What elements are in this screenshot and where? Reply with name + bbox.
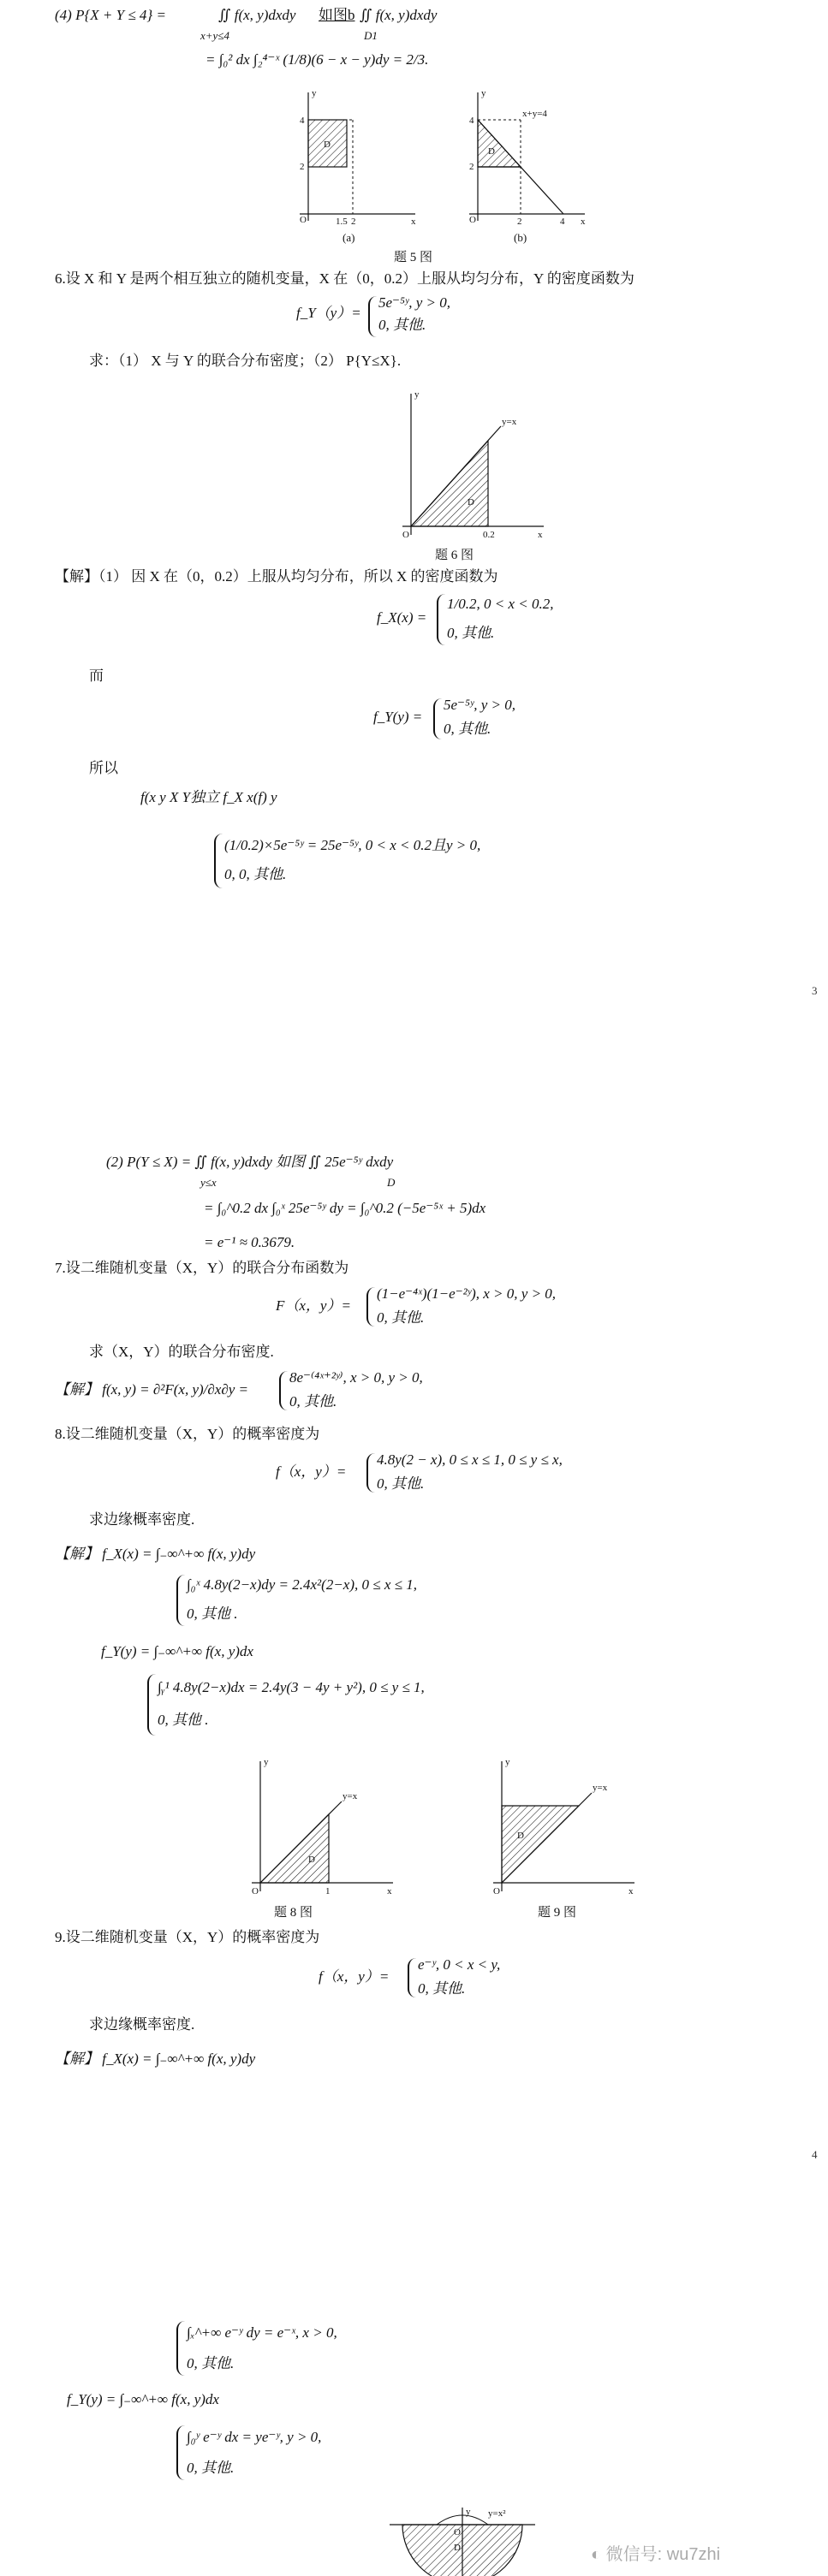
svg-text:x: x bbox=[628, 1886, 634, 1896]
page-number-3: 3 bbox=[812, 984, 818, 997]
p8-ask: 求边缘概率密度. bbox=[89, 1511, 195, 1528]
p6-fx-case2: 0, 其他. bbox=[447, 625, 495, 641]
p8-fx-case2: 0, 其他 . bbox=[187, 1606, 238, 1622]
p8-f-case1: 4.8y(2 − x), 0 ≤ x ≤ 1, 0 ≤ y ≤ x, bbox=[377, 1451, 563, 1468]
p9-f-case2: 0, 其他. bbox=[418, 1980, 466, 1997]
p9-question: 9.设二维随机变量（X，Y）的概率密度为 bbox=[55, 1929, 320, 1945]
p9-f-lhs: f（x，y）= bbox=[319, 1968, 390, 1985]
p6-fy-brace bbox=[368, 296, 377, 337]
p9-fy-case2: 0, 其他. bbox=[187, 2460, 235, 2476]
p6-part2-line2: = ∫₀^0.2 dx ∫₀ˣ 25e⁻⁵ʸ dy = ∫₀^0.2 (−5e⁻⁵ˣ + 5)dx bbox=[204, 1200, 486, 1216]
p8-fy-case2: 0, 其他 . bbox=[158, 1712, 209, 1728]
svg-text:2: 2 bbox=[517, 217, 522, 227]
watermark-text: 微信号: wu7zhi bbox=[605, 2545, 721, 2564]
p6-ask: 求：（1） X 与 Y 的联合分布密度；（2） P{Y≤X}. bbox=[89, 353, 402, 369]
p8-fy-case1: ∫ᵧ¹ 4.8y(2−x)dx = 2.4y(3 − 4y + y²), 0 ≤ y ≤ 1, bbox=[158, 1679, 425, 1695]
p8-fx-brace bbox=[176, 1575, 185, 1626]
p6-part2-line3: = e⁻¹ ≈ 0.3679. bbox=[204, 1234, 295, 1250]
svg-text:0.2: 0.2 bbox=[483, 530, 495, 540]
p9-fy-line: f_Y(y) = ∫₋∞^+∞ f(x, y)dx bbox=[67, 2391, 219, 2407]
figure-10-partial bbox=[385, 2508, 539, 2576]
p6-fx-lhs: f_X(x) = bbox=[377, 609, 427, 626]
svg-text:D: D bbox=[308, 1855, 315, 1865]
fig5a-label-2: 2 bbox=[351, 217, 356, 227]
p7-sol-case1: 8e⁻⁽⁴ˣ⁺²ʸ⁾, x > 0, y > 0, bbox=[289, 1369, 423, 1386]
svg-text:y=x²: y=x² bbox=[488, 2508, 506, 2519]
svg-text:D: D bbox=[517, 1831, 524, 1841]
svg-text:4: 4 bbox=[560, 217, 565, 227]
svg-text:y=x: y=x bbox=[502, 417, 517, 427]
p8-f-brace bbox=[366, 1453, 375, 1493]
p6-joint-case1: (1/0.2)×5e⁻⁵ʸ = 25e⁻⁵ʸ, 0 < x < 0.2且y > 0, bbox=[224, 837, 481, 853]
svg-text:D: D bbox=[454, 2543, 461, 2553]
p5-line1-subscript: x+y≤4 bbox=[200, 29, 229, 42]
fig5a-label-2y: 2 bbox=[300, 162, 305, 172]
p8-fx-case1: ∫₀ˣ 4.8y(2−x)dy = 2.4x²(2−x), 0 ≤ x ≤ 1, bbox=[187, 1576, 417, 1593]
p6-part2-line1: (2) P(Y ≤ X) = ∬ f(x, y)dxdy 如图 ∬ 25e⁻⁵ʸ dxdy bbox=[106, 1154, 394, 1170]
p6-fy-case2: 0, 其他. bbox=[378, 317, 426, 333]
p6-part2-sub2: D bbox=[387, 1176, 396, 1189]
figure-5a bbox=[291, 86, 420, 227]
p6-question: 6.设 X 和 Y 是两个相互独立的随机变量，X 在（0，0.2）上服从均匀分布，Y 的密度函数为 bbox=[55, 270, 634, 287]
page-number-4: 4 bbox=[812, 2148, 818, 2161]
p8-f-lhs: f（x，y）= bbox=[276, 1463, 347, 1480]
p7-F-lhs: F（x，y）= bbox=[276, 1297, 351, 1314]
p6-er: 而 bbox=[89, 668, 104, 684]
p9-sol-fx: 【解】 f_X(x) = ∫₋∞^+∞ f(x, y)dy bbox=[55, 2051, 256, 2067]
p6-joint-brace bbox=[214, 834, 223, 888]
svg-text:D: D bbox=[488, 146, 495, 157]
watermark bbox=[591, 2540, 720, 2565]
p5-line1-integral: ∬ f(x, y)dxdy bbox=[218, 7, 296, 23]
fig5-caption: 题 5 图 bbox=[394, 251, 433, 264]
p8-f-case2: 0, 其他. bbox=[377, 1475, 425, 1492]
p9-fx-brace bbox=[176, 2321, 185, 2376]
wechat-icon: ◐ bbox=[591, 2545, 602, 2564]
p6-fy2-case2: 0, 其他. bbox=[444, 721, 491, 737]
p6-fy-lhs: f_Y（y）= bbox=[296, 305, 361, 321]
svg-text:D: D bbox=[468, 497, 474, 507]
svg-text:O: O bbox=[454, 2527, 461, 2537]
svg-text:1: 1 bbox=[325, 1886, 331, 1896]
p5-line1-note: 如图b bbox=[319, 7, 355, 23]
p9-f-case1: e⁻ʸ, 0 < x < y, bbox=[418, 1956, 501, 1973]
p6-part2-sub1: y≤x bbox=[200, 1176, 217, 1189]
p7-sol-lhs: 【解】 f(x, y) = ∂²F(x, y)/∂x∂y = bbox=[55, 1381, 248, 1398]
p6-joint-line: f(x y X Y独立 f_X x(f) y bbox=[140, 789, 277, 805]
svg-text:x: x bbox=[538, 530, 543, 540]
svg-text:O: O bbox=[493, 1886, 500, 1896]
p7-F-case2: 0, 其他. bbox=[377, 1309, 425, 1326]
p7-ask: 求（X，Y）的联合分布密度. bbox=[89, 1344, 274, 1360]
fig8-caption: 题 8 图 bbox=[274, 1906, 313, 1920]
fig5a-label-y: y bbox=[312, 88, 317, 98]
p5-line1-subscript2: D1 bbox=[364, 29, 378, 42]
fig5a-label-x: x bbox=[411, 217, 416, 227]
fig5a-label-d: D bbox=[324, 139, 331, 150]
svg-text:y: y bbox=[481, 88, 486, 98]
fig5b-caption: (b) bbox=[514, 231, 527, 244]
svg-text:O: O bbox=[252, 1886, 259, 1896]
p8-fy-line: f_Y(y) = ∫₋∞^+∞ f(x, y)dx bbox=[101, 1643, 253, 1659]
p7-sol-brace bbox=[279, 1371, 288, 1410]
p8-fy-brace bbox=[147, 1674, 156, 1736]
figure-6 bbox=[394, 385, 548, 539]
svg-text:y: y bbox=[264, 1757, 269, 1767]
p7-F-case1: (1−e⁻⁴ˣ)(1−e⁻²ʸ), x > 0, y > 0, bbox=[377, 1285, 557, 1302]
fig5a-label-o: O bbox=[300, 215, 307, 225]
p7-question: 7.设二维随机变量（X，Y）的联合分布函数为 bbox=[55, 1260, 349, 1276]
p9-fx-case2: 0, 其他. bbox=[187, 2355, 235, 2371]
p9-fx-case1: ∫ₓ^+∞ e⁻ʸ dy = e⁻ˣ, x > 0, bbox=[187, 2324, 337, 2341]
p9-ask: 求边缘概率密度. bbox=[89, 2016, 195, 2033]
p6-fy2-case1: 5e⁻⁵ʸ, y > 0, bbox=[444, 697, 516, 713]
p5-line1-left: (4) P{X + Y ≤ 4} = bbox=[55, 7, 166, 23]
figure-9 bbox=[485, 1754, 639, 1900]
p6-fx-case1: 1/0.2, 0 < x < 0.2, bbox=[447, 596, 554, 612]
figure-5b bbox=[461, 86, 589, 227]
p8-question: 8.设二维随机变量（X，Y）的概率密度为 bbox=[55, 1426, 320, 1442]
p6-fy2-lhs: f_Y(y) = bbox=[373, 709, 423, 725]
p7-F-brace bbox=[366, 1287, 375, 1327]
figure-8 bbox=[243, 1754, 397, 1900]
p9-fy-brace bbox=[176, 2425, 185, 2480]
p5-line1-right: ∬ f(x, y)dxdy bbox=[360, 7, 438, 23]
svg-text:4: 4 bbox=[469, 116, 474, 126]
p6-suoyi: 所以 bbox=[89, 760, 118, 776]
p7-sol-case2: 0, 其他. bbox=[289, 1393, 337, 1410]
fig5a-label-4: 4 bbox=[300, 116, 305, 126]
svg-text:y=x: y=x bbox=[343, 1791, 358, 1801]
fig5b-label-line: x+y=4 bbox=[522, 109, 547, 119]
svg-text:y: y bbox=[414, 389, 420, 400]
svg-text:2: 2 bbox=[469, 162, 474, 172]
svg-text:y: y bbox=[466, 2507, 471, 2517]
svg-text:y: y bbox=[505, 1757, 510, 1767]
svg-text:O: O bbox=[402, 530, 409, 540]
p8-sol-fx: 【解】 f_X(x) = ∫₋∞^+∞ f(x, y)dy bbox=[55, 1546, 256, 1562]
fig9-caption: 题 9 图 bbox=[538, 1906, 577, 1920]
p9-fy-case1: ∫₀ʸ e⁻ʸ dx = ye⁻ʸ, y > 0, bbox=[187, 2429, 322, 2445]
svg-text:x: x bbox=[581, 217, 586, 227]
fig5a-label-15: 1.5 bbox=[336, 217, 348, 227]
fig5a-caption: (a) bbox=[343, 231, 355, 244]
p6-solution-head: 【解】（1） 因 X 在（0，0.2）上服从均匀分布，所以 X 的密度函数为 bbox=[55, 568, 498, 585]
p6-fy2-brace bbox=[433, 698, 442, 739]
svg-text:y=x: y=x bbox=[593, 1783, 608, 1793]
p9-f-brace bbox=[408, 1958, 416, 1997]
p6-fy-case1: 5e⁻⁵ʸ, y > 0, bbox=[378, 294, 451, 311]
p6-fx-brace bbox=[437, 594, 445, 645]
fig6-caption: 题 6 图 bbox=[435, 549, 474, 562]
svg-text:x: x bbox=[387, 1886, 392, 1896]
svg-text:O: O bbox=[469, 215, 476, 225]
p6-joint-case2: 0, 0, 其他. bbox=[224, 866, 287, 882]
p5-line2: = ∫₀² dx ∫₂⁴⁻ˣ (1/8)(6 − x − y)dy = 2/3. bbox=[206, 51, 429, 68]
